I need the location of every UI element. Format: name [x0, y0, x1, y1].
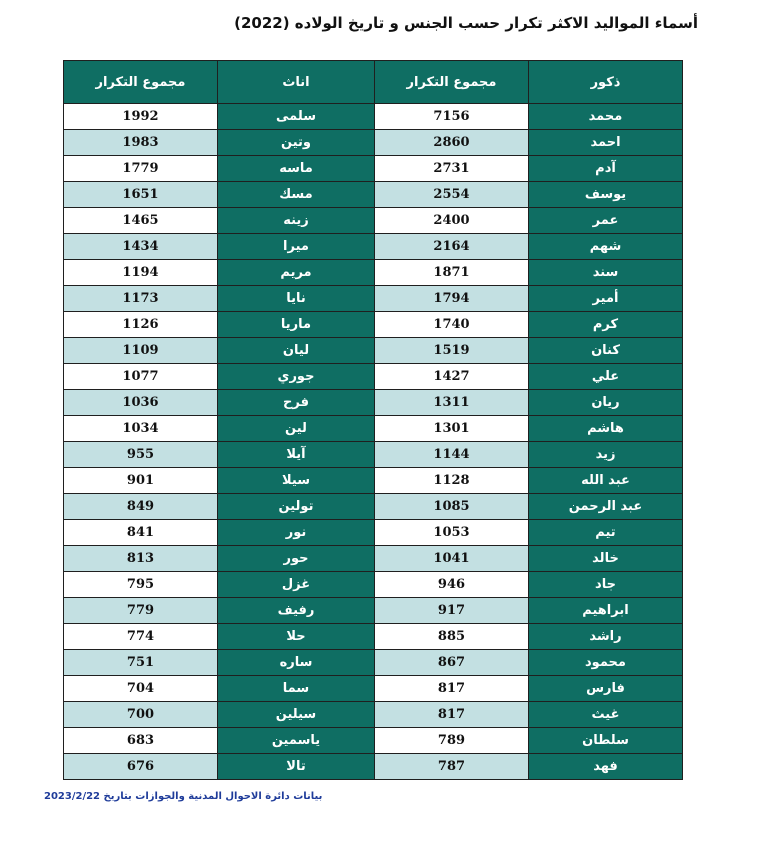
female-name-cell: رفيف [218, 598, 375, 624]
female-name-cell: تولين [218, 494, 375, 520]
female-name-cell: فرح [218, 390, 375, 416]
male-count-cell: 817 [375, 676, 529, 702]
female-count-cell: 751 [64, 650, 218, 676]
female-name-cell: مسك [218, 182, 375, 208]
table-row [64, 364, 683, 390]
male-name-cell: تيم [529, 520, 683, 546]
table-row [64, 468, 683, 494]
female-count-cell: 1992 [64, 104, 218, 130]
table-row [64, 650, 683, 676]
male-count-cell: 1427 [375, 364, 529, 390]
male-name-cell: احمد [529, 130, 683, 156]
male-name-cell: عمر [529, 208, 683, 234]
male-name-cell: خالد [529, 546, 683, 572]
female-count-cell: 849 [64, 494, 218, 520]
table-row [64, 676, 683, 702]
male-count-cell: 787 [375, 754, 529, 780]
male-name-cell: كنان [529, 338, 683, 364]
male-name-cell: زيد [529, 442, 683, 468]
table-row [64, 598, 683, 624]
table-row [64, 156, 683, 182]
table-row [64, 130, 683, 156]
table-row [64, 494, 683, 520]
female-name-cell: مريم [218, 260, 375, 286]
male-count-cell: 867 [375, 650, 529, 676]
female-count-cell: 1036 [64, 390, 218, 416]
table-row [64, 416, 683, 442]
table-row [64, 260, 683, 286]
female-count-cell: 901 [64, 468, 218, 494]
male-name-cell: عبد الله [529, 468, 683, 494]
male-count-cell: 1053 [375, 520, 529, 546]
female-count-cell: 774 [64, 624, 218, 650]
female-name-cell: لين [218, 416, 375, 442]
male-name-cell: جاد [529, 572, 683, 598]
male-count-cell: 2731 [375, 156, 529, 182]
male-name-cell: عبد الرحمن [529, 494, 683, 520]
male-name-cell: ابراهيم [529, 598, 683, 624]
male-name-cell: أمير [529, 286, 683, 312]
page-title: أسماء المواليد الاكثر تكرار حسب الجنس و تاريخ الولاده (2022) [234, 14, 698, 32]
female-name-cell: حلا [218, 624, 375, 650]
male-name-cell: ريان [529, 390, 683, 416]
male-count-cell: 1301 [375, 416, 529, 442]
male-name-cell: غيث [529, 702, 683, 728]
male-count-cell: 2164 [375, 234, 529, 260]
male-name-cell: سند [529, 260, 683, 286]
male-name-cell: فهد [529, 754, 683, 780]
male-name-cell: محمود [529, 650, 683, 676]
male-count-cell: 1128 [375, 468, 529, 494]
male-count-cell: 817 [375, 702, 529, 728]
female-count-cell: 1779 [64, 156, 218, 182]
male-count-cell: 1740 [375, 312, 529, 338]
header-female-names: اناث [218, 61, 375, 104]
female-count-cell: 1465 [64, 208, 218, 234]
female-count-cell: 700 [64, 702, 218, 728]
male-count-cell: 1794 [375, 286, 529, 312]
female-count-cell: 1077 [64, 364, 218, 390]
table-row [64, 520, 683, 546]
male-count-cell: 1311 [375, 390, 529, 416]
male-count-cell: 1144 [375, 442, 529, 468]
table-row [64, 728, 683, 754]
male-name-cell: يوسف [529, 182, 683, 208]
female-name-cell: نايا [218, 286, 375, 312]
male-name-cell: شهم [529, 234, 683, 260]
female-name-cell: وتين [218, 130, 375, 156]
female-count-cell: 1126 [64, 312, 218, 338]
female-name-cell: زينه [218, 208, 375, 234]
table-row [64, 442, 683, 468]
female-name-cell: ساره [218, 650, 375, 676]
header-male-names: ذكور [529, 61, 683, 104]
female-count-cell: 676 [64, 754, 218, 780]
male-name-cell: كرم [529, 312, 683, 338]
table-row [64, 104, 683, 130]
female-count-cell: 1034 [64, 416, 218, 442]
female-count-cell: 1651 [64, 182, 218, 208]
table-row [64, 312, 683, 338]
female-name-cell: ميرا [218, 234, 375, 260]
header-row [64, 61, 683, 104]
table-body [64, 104, 683, 780]
table-row [64, 624, 683, 650]
female-name-cell: تالا [218, 754, 375, 780]
female-name-cell: ماسه [218, 156, 375, 182]
female-name-cell: سلمى [218, 104, 375, 130]
header-male-count: مجموع التكرار [375, 61, 529, 104]
female-count-cell: 795 [64, 572, 218, 598]
female-count-cell: 1194 [64, 260, 218, 286]
male-name-cell: آدم [529, 156, 683, 182]
male-count-cell: 789 [375, 728, 529, 754]
male-count-cell: 1871 [375, 260, 529, 286]
table-row [64, 702, 683, 728]
table-row [64, 572, 683, 598]
names-table [63, 60, 683, 780]
table-row [64, 182, 683, 208]
female-count-cell: 1434 [64, 234, 218, 260]
source-note: بيانات دائرة الاحوال المدنية والجوازات بتاريخ 2023/2/22 [44, 791, 323, 802]
female-name-cell: سيلين [218, 702, 375, 728]
female-count-cell: 955 [64, 442, 218, 468]
female-count-cell: 813 [64, 546, 218, 572]
female-name-cell: ياسمين [218, 728, 375, 754]
female-count-cell: 841 [64, 520, 218, 546]
female-count-cell: 1173 [64, 286, 218, 312]
table-row [64, 338, 683, 364]
male-count-cell: 7156 [375, 104, 529, 130]
male-count-cell: 1041 [375, 546, 529, 572]
table-row [64, 390, 683, 416]
female-name-cell: ماريا [218, 312, 375, 338]
male-name-cell: محمد [529, 104, 683, 130]
male-name-cell: فارس [529, 676, 683, 702]
female-name-cell: حور [218, 546, 375, 572]
male-count-cell: 885 [375, 624, 529, 650]
female-name-cell: غزل [218, 572, 375, 598]
female-name-cell: سما [218, 676, 375, 702]
table-row [64, 208, 683, 234]
male-count-cell: 946 [375, 572, 529, 598]
male-name-cell: راشد [529, 624, 683, 650]
male-name-cell: هاشم [529, 416, 683, 442]
table-row [64, 286, 683, 312]
female-name-cell: ليان [218, 338, 375, 364]
male-count-cell: 2400 [375, 208, 529, 234]
male-name-cell: علي [529, 364, 683, 390]
male-count-cell: 1519 [375, 338, 529, 364]
female-name-cell: جوري [218, 364, 375, 390]
male-count-cell: 2554 [375, 182, 529, 208]
female-count-cell: 1109 [64, 338, 218, 364]
table-row [64, 754, 683, 780]
female-name-cell: آيلا [218, 442, 375, 468]
header-female-count: مجموع التكرار [64, 61, 218, 104]
table-row [64, 546, 683, 572]
female-name-cell: سيلا [218, 468, 375, 494]
female-name-cell: نور [218, 520, 375, 546]
male-count-cell: 2860 [375, 130, 529, 156]
male-count-cell: 917 [375, 598, 529, 624]
female-count-cell: 1983 [64, 130, 218, 156]
male-count-cell: 1085 [375, 494, 529, 520]
table-row [64, 234, 683, 260]
female-count-cell: 704 [64, 676, 218, 702]
female-count-cell: 779 [64, 598, 218, 624]
male-name-cell: سلطان [529, 728, 683, 754]
female-count-cell: 683 [64, 728, 218, 754]
